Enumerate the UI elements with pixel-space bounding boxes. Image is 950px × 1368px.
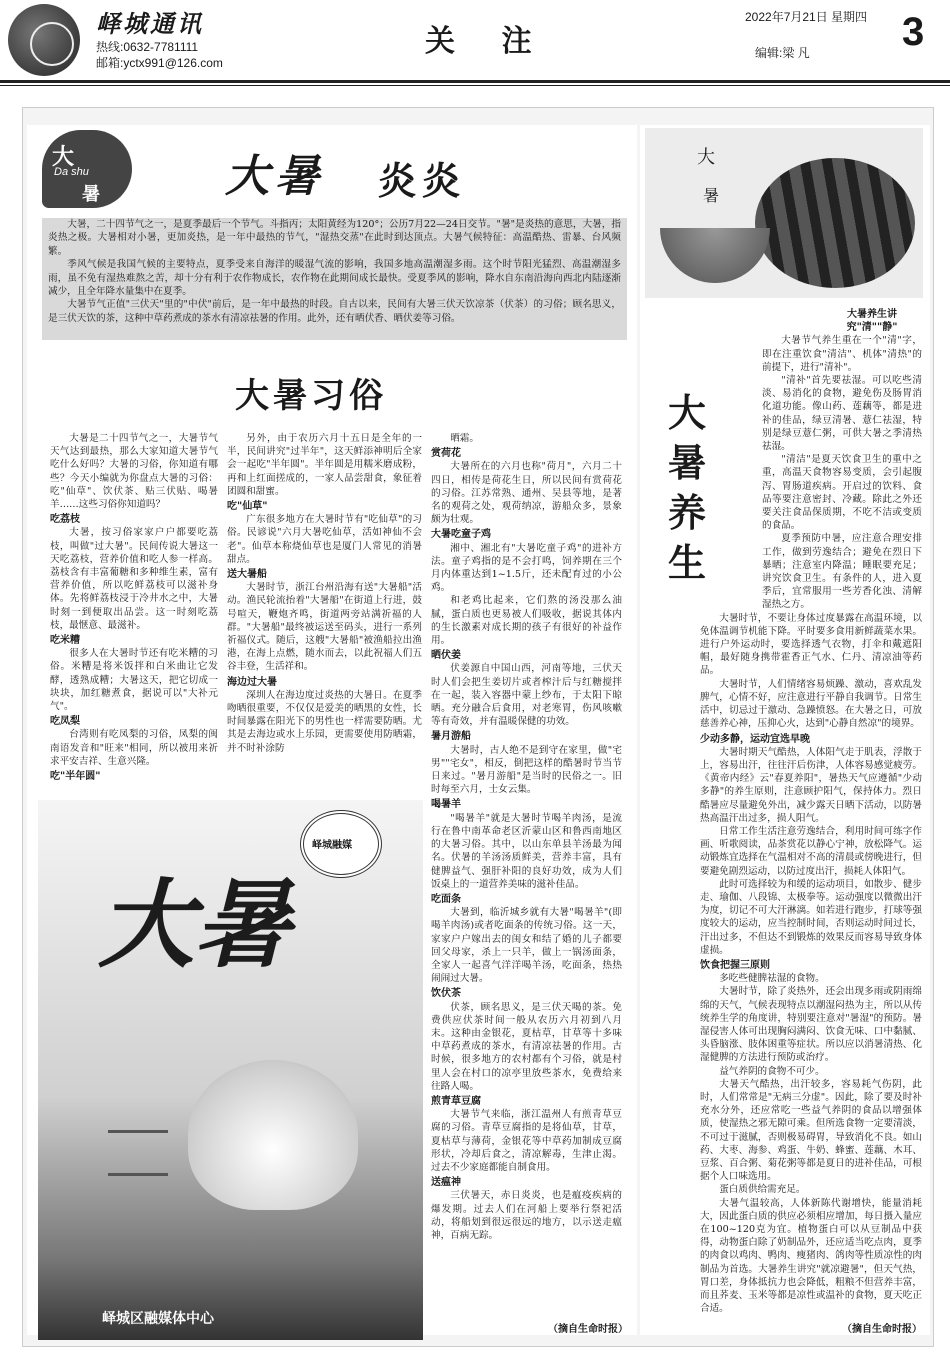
intro-box: [42, 218, 627, 340]
paper-name: 峄城通讯: [96, 9, 204, 38]
pavilion-illustration: [108, 1130, 168, 1176]
article-paragraph: 大暑时，古人绝不是到守在家里，做"宅男""宅女"，相反，倒把这样的酷暑时节当节日来过。"暑月游船"是当时的民俗之一。旧时每至六月，士女云集。: [431, 744, 622, 796]
page-number: 3: [902, 10, 925, 54]
watermelon-painting: [645, 128, 923, 298]
painting-char-1: 大: [697, 147, 715, 168]
article-paragraph: 很多人在大暑时节还有吃米糟的习俗。米糟是将米饭拌和白米曲让它发酵，透熟成糟；大暑这天，把它切成一块块，加红糖煮食，据说可以"大补元气"。: [50, 648, 218, 713]
health-heading: 大暑养生: [668, 390, 707, 585]
hotline: 热线:0632-7781111: [96, 40, 199, 54]
article-subheading: 饮食把握三原则: [700, 959, 770, 971]
article-paragraph: 大暑到，临沂城乡就有大暑"喝暑羊"(即喝羊肉汤)或者吃面条的传统习俗。这一天，家家户户嫁出去的闺女和结了婚的儿子都要回父母家，杀上一只羊，做上一锅汤面条，全家人一起喜气洋洋喝羊汤，吃面条，热热闹闹过大暑。: [431, 907, 622, 985]
article-paragraph: 大暑天气酷热，出汗较多，容易耗气伤阴，此时，人们常常是"无病三分虚"。因此，除了要及时补充水分外，还应常吃一些益气养阴的食品以增强体质，使湿热之邪无隙可乘。但所选食物一定要清淡，不可过于滋腻，否则极易碍胃，导致消化不良。如山药、大枣、海参、鸡蛋、牛奶、蜂蜜、莲藕、木耳、豆浆、百合粥、菊花粥等都是夏日的进补佳品，可根据个人口味选用。: [700, 1078, 922, 1183]
article-paragraph: 三伏暑天，赤日炎炎，也是瘟疫疾病的爆发期。过去人们在河船上要举行祭祀活动，将船划到很远很远的地方，以示送走瘟神，百病无踪。: [431, 1190, 622, 1241]
article-paragraph: 大暑时期天气酷热，人体阳气走于肌表，浮散于上，容易出汗，往往汗后伤津，人体容易感觉疲劳。《黄帝内经》云"春夏养阳"，暑热天气应遵循"少动多静"的养生原则，注意顾护阳气，保持体力。烈日酷暑应尽量避免外出，减少露天日晒下活动，以防暑热高温汗出过多，损人阳气。: [700, 746, 922, 824]
article-paragraph: 多吃些健脾祛湿的食物。: [719, 973, 825, 985]
article-paragraph: "清洁"是夏天饮食卫生的重中之重，高温天食物容易变质，会引起腹泻、胃肠道疾病。开启过的饮料、食品等要注意密封、冷藏。除此之外还要关注食品保质期，不吃不洁或变质的食品。: [762, 454, 922, 532]
badge-char-big: 大: [52, 144, 75, 170]
health-column: [700, 306, 922, 1326]
newspaper-logo-icon: [8, 4, 80, 76]
health-source: （摘自生命时报）: [842, 1324, 922, 1335]
article-subheading: 吃凤梨: [50, 716, 80, 728]
intro-paragraph: 大暑节气正值"三伏天"里的"中伏"前后，是一年中最热的时段。自古以来，民间有大暑三伏天饮凉茶（伏茶）的习俗；顾名思义，是三伏天饮的茶，这种中草药煮成的茶水有清凉祛暑的作用。此外，还有晒伏香、晒伏姜等习俗。: [48, 299, 621, 324]
article-subheading: 少动多静，运动宜选早晚: [700, 733, 810, 745]
article-subheading: 煎青草豆腐: [431, 1095, 481, 1107]
article-paragraph: 和老鸡比起来，它们熬的汤没那么油腻，蛋白质也更易被人们吸收，据说其体内的生长激素对成长期的孩子有很好的补益作用。: [431, 595, 622, 647]
painting-char-2: 暑: [703, 186, 720, 205]
article-subheading: 赏荷花: [431, 448, 461, 460]
article-paragraph: 深圳人在海边度过炎热的大暑日。在夏季吻晒很重要，不仅仅是爱美的晒黑的女性，长时间暴露在阳光下的男性也一样需要防晒。尤其是去海边或水上乐园，更需要使用防晒霜，并不时补涂防: [227, 689, 422, 754]
masthead-rule-thin: [0, 85, 950, 86]
article-paragraph: 另外，由于农历六月十五日是全年的一半，民间讲究"过半年"，这天鲜添神明后全家会一起吃"半年圆"。半年圆是用糯米磨成粉，再和上红面搓成的，一家人品尝甜食，象征着团圆和甜蜜。: [227, 433, 422, 497]
customs-column-3: [431, 432, 622, 1332]
article-paragraph: 此时可选择较为和缓的运动项目，如散步、健步走、瑜伽、八段锦、太极拳等。运动强度以微微出汗为度，切记不可大汗淋漓。如若进行跑步，打球等强度较大的运动，应当控制时间，否则运动时间过长，汗出过多，不但达不到锻炼的效果反而容易导致身体虚损。: [700, 878, 922, 956]
issue-date: 2022年7月21日 星期四: [745, 10, 868, 24]
article-subheading: 吃"半年圆": [50, 771, 101, 783]
customs-heading: 大暑习俗: [235, 376, 387, 416]
email: 邮箱:yctx991@126.com: [96, 56, 223, 70]
page-title: 大暑: [225, 151, 325, 202]
article-paragraph: 大暑节气养生重在一个"清"字，即在注重饮食"清洁"、机体"清热"的前提下，进行"清补"。: [762, 335, 922, 373]
article-paragraph: 湘中、湘北有"大暑吃童子鸡"的进补方法。童子鸡指的是不会打鸣，饲养期在三个月内体重达到1~1.5斤，还未配育过的小公鸡。: [431, 542, 622, 594]
calligraphy-title: 大暑: [98, 868, 290, 981]
section-title: 关 注: [425, 24, 550, 59]
masthead-rule: [0, 80, 950, 83]
customs-source: （摘自生命时报）: [548, 1324, 628, 1335]
dashu-artwork: [38, 800, 423, 1340]
article-paragraph: 台湾则有吃凤梨的习俗，凤梨的闽南语发音和"旺来"相同，所以被用来祈求平安吉祥、生意兴隆。: [50, 729, 218, 767]
article-paragraph: 大暑，按习俗家家户户都要吃荔枝，叫做"过大暑"。民间传说大暑这一天吃荔枝，营养价值和吃人参一样高。荔枝含有丰富葡糖和多种维生素，富有营养价值，所以吃鲜荔枝可以滋补身体。先将鲜荔枝浸于冷井水之中，大暑时刻一到便取出品尝。这一时刻吃荔枝，最惬意、最滋补。: [50, 527, 218, 631]
seal-text: 峄城融媒: [312, 840, 352, 851]
article-paragraph: "清补"首先要祛湿。可以吃些清淡、易消化的食物，避免伤及肠胃消化道功能。像山药、莲藕等，都是进补的佳品，绿豆清暑、薏仁祛湿，特别是绿豆薏仁粥，可供大暑之季清热祛湿。: [762, 375, 922, 453]
article-subheading: 喝暑羊: [431, 799, 461, 811]
article-paragraph: 大暑所在的六月也称"荷月"，六月二十四日，相传是荷花生日，所以民间有赏荷花的习俗。江苏常熟、通州、吴县等地，是著名的观荷之处，观荷纳凉，游船众多，景象颇为壮观。: [431, 461, 622, 526]
seal-stamp: [300, 810, 382, 878]
article-paragraph: 广东很多地方在大暑时节有"吃仙草"的习俗。民谚说"六月大暑吃仙草，活如神仙不会老"。仙草本称烧仙草也是厦门人常见的消暑甜点。: [227, 514, 422, 565]
customs-column-1: [50, 432, 218, 787]
article-subheading: 暑月游船: [431, 731, 471, 743]
article-subheading: 饮伏茶: [431, 988, 461, 1000]
article-subheading: 吃"仙草": [227, 501, 268, 513]
pomegranate-emblem-icon: [30, 22, 74, 66]
intro-paragraph: 大暑，二十四节气之一，是夏季最后一个节气。斗指丙；太阳黄经为120°；公历7月22—24日交节。"暑"是炎热的意思，大暑，指炎热之极。大暑相对小暑，更加炎热，是一年中最热的节气，"湿热交蒸"在此时到达顶点。大暑气候特征：高温酷热、雷暴、台风频繁。: [48, 219, 621, 257]
article-subheading: 吃荔枝: [50, 514, 80, 526]
article-paragraph: 大暑时节，不要让身体过度暴露在高温环境，以免体温调节机能下降。平时要多食用新鲜蔬菜水果。进行户外运动时，要选择透气衣物，打伞和戴遮阳帽，最好随身携带霍香正气水、仁丹、清凉油等药品。: [700, 612, 922, 677]
media-center-logo: 峄城区融媒体中心: [102, 1310, 214, 1326]
article-subheading: 吃米糟: [50, 635, 80, 647]
page-title-suffix: 炎炎: [378, 158, 467, 203]
article-paragraph: 蛋白质供给需充足。: [719, 1184, 806, 1196]
badge-char-small: 暑: [82, 184, 100, 205]
intro-paragraph: 季风气候是我国气候的主要特点，夏季受来自海洋的暖湿气流的影响，我国多地高温潮湿多雨。这个时节阳光猛烈、高温潮湿多雨，虽不免有湿热难熬之苦，却十分有利于农作物成长，农作物在此期间成长最快。受夏季风的影响，降水自东南沿海向西北内陆逐渐减少，且全年降水量集中在夏季。: [48, 259, 621, 298]
article-paragraph: 晒霜。: [450, 433, 479, 444]
editor: 编辑:梁 凡: [755, 46, 810, 60]
article-paragraph: 大暑节气来临，浙江温州人有煎青草豆腐的习俗。青草豆腐指的是将仙草，甘草，夏枯草与薄荷，金银花等中草药加制成豆腐形状，冷却后食之，清凉解毒，生津止渴。过去不少家庭都能自制食用。: [431, 1109, 622, 1173]
customs-column-2: [227, 432, 422, 822]
dashu-badge: [42, 130, 132, 208]
article-subheading: 送瘟神: [431, 1177, 461, 1189]
article-paragraph: "喝暑羊"就是大暑时节喝羊肉汤，是流行在鲁中南革命老区沂蒙山区和鲁西南地区的大暑习俗。其中，以山东单县羊汤最为闻名。伏暑的羊汤汤质鲜美，营养丰富，具有健脾益气、强肝补阳的良好功效，成为人们饭桌上的一道营养美味的滋补佳品。: [431, 812, 622, 890]
article-subheading: 海边过大暑: [227, 676, 277, 688]
watermelon-slice-icon: [660, 228, 770, 283]
article-paragraph: 日常工作生活注意劳逸结合，利用时间可练字作画、听歌阅读，品茶赏花以静心宁神，放松降气。运动锻炼宜选择在气温相对不高的清晨或傍晚进行，但要避免剧烈运动，以防过度出汗，损耗人体阳气。: [700, 825, 922, 877]
article-paragraph: 伏姜源自中国山西，河南等地，三伏天时人们会把生姜切片或者榨汁后与红糖搅拌在一起，装入容器中蒙上纱布，于太阳下晾晒。充分融合后食用，对老寒胃，伤风咳嗽等有奇效，并有温暖保健的功效。: [431, 663, 622, 728]
article-paragraph: 益气养阴的食物不可少。: [719, 1065, 825, 1077]
article-paragraph: 大暑时节，人们情绪容易烦躁、激动，喜欢乱发脾气，心情不好，应注意进行平静自我调节。日常生活中，切忌过于激动、急躁愤怒。在大暑之日，可放慈善养心神，压抑心火，达到"心静自然凉"的境界。: [700, 678, 922, 730]
badge-pinyin: Da shu: [54, 166, 89, 178]
article-subheading: 晒伏姜: [431, 650, 461, 662]
article-subheading: 吃面条: [431, 893, 461, 905]
watermelon-icon: [755, 158, 915, 288]
article-paragraph: 大暑时节，除了炎热外，还会出现多雨或阴雨绵绵的天气，气候表现特点以潮湿闷热为主，所以从传统养生学的角度讲，特别要注意对"暑湿"的预防。暑湿侵害人体可出现胸闷满闷、饮食无味、口中黏腻、头昏脑涨、肢体困重等症状。所以应以消暑清热、化湿健脾的方法进行预防或治疗。: [700, 986, 922, 1064]
masthead: [0, 0, 950, 84]
lotus-flower-illustration: [188, 1060, 358, 1210]
article-paragraph: 夏季预防中暑，应注意合理安排工作，做到劳逸结合；避免在烈日下暴晒；注意室内降温；睡眠要充足；讲究饮食卫生。有条件的人，进入夏季后，宜常服用一些芳香化浊、清解湿热之方。: [762, 533, 922, 611]
article-paragraph: 大暑气温较高，人体新陈代谢增快，能量消耗大，因此蛋白质的供应必须相应增加，每日摄入量应在100~120克为宜。植物蛋白可以从豆制品中获得，动物蛋白除了奶制品外，还应适当吃点肉，夏季的肉食以鸡肉、鸭肉、瘦猪肉、鸽肉等性质凉性的肉制品为首选。大暑养生讲究"就凉避暑"，但天气热，胃口差，身体抵抗力也会降低，粗粮不但营养丰富，而且荞麦、玉米等都是凉性或温补的食物，夏天吃正合适。: [700, 1197, 922, 1315]
article-paragraph: 伏茶，顾名思义，是三伏天喝的茶。免费供应伏茶时间一般从农历六月初到八月末。这种由金银花，夏枯草，甘草等十多味中草药煮成的茶水，有清凉祛暑的作用。古时候，很多地方的农村都有个习俗，就是村里人会在村口的凉亭里放些茶水，免费给来往路人喝。: [431, 1001, 622, 1092]
article-subheading: 大暑吃童子鸡: [431, 529, 491, 541]
article-paragraph: 大暑是二十四节气之一，大暑节气天气达到最热，那么大家知道大暑节气吃什么好吗？大暑的习俗，你知道有哪些？今天小编就为你盘点大暑的习俗：吃"仙草"、饮伏茶、贴三伏贴、喝暑羊……这些习俗你知道吗？: [50, 433, 218, 511]
health-subheading: 大暑养生讲究"清""静": [846, 309, 898, 334]
article-paragraph: 大暑时节，浙江台州沿海有送"大暑船"活动。渔民轮流抬着"大暑船"在街道上行进，鼓号喧天，鞭炮齐鸣，街道两旁站满祈福的人群。"大暑船"最终被运送至码头，进行一系列祈福仪式。随后，这艘"大暑船"被渔船拉出渔港，在海上点燃，随水而去，以此祝福人们五谷丰登，生活祥和。: [227, 582, 422, 673]
article-subheading: 送大暑船: [227, 569, 267, 581]
